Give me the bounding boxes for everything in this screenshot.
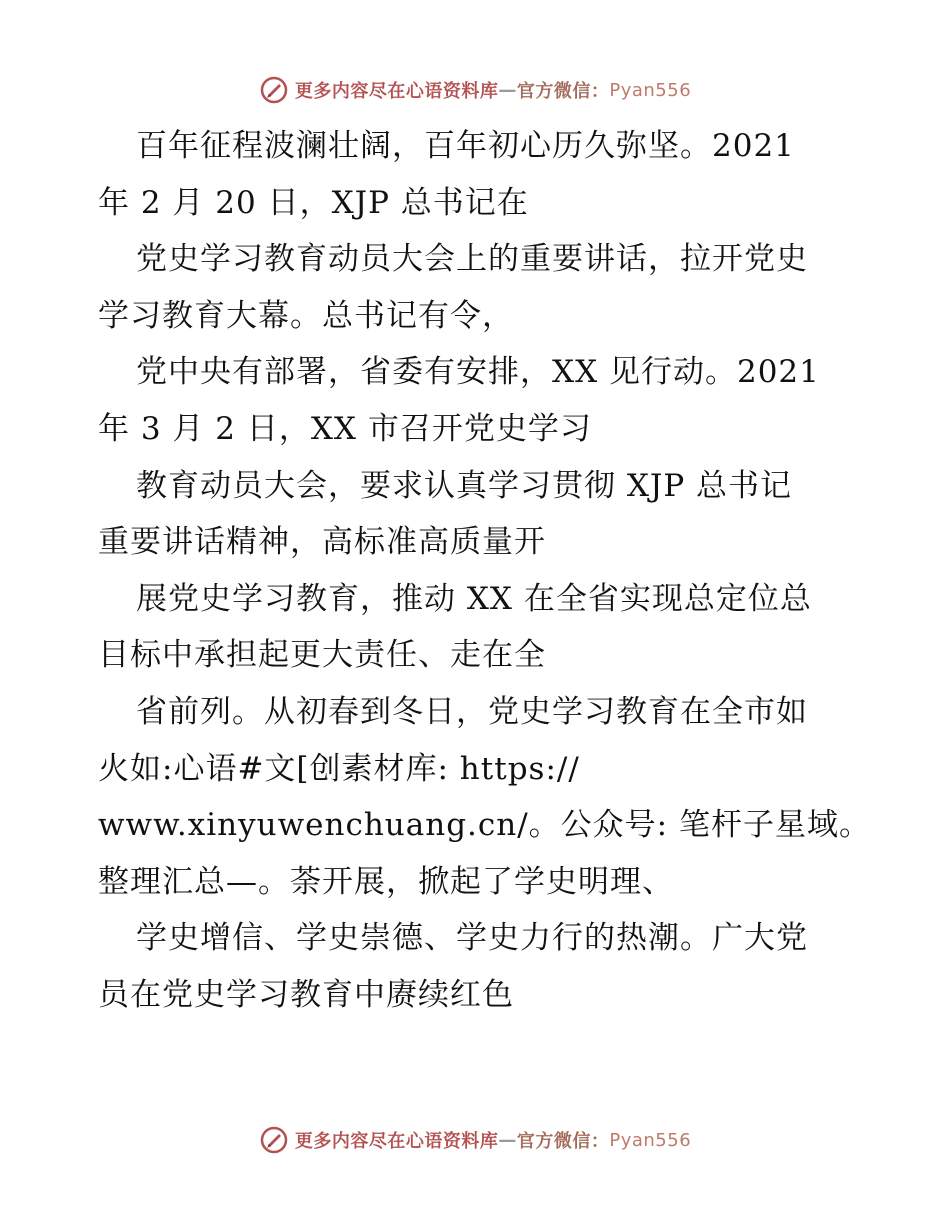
watermark-wechat-label: 官方微信： [516,1131,610,1152]
watermark-wechat-id: Pyan556 [609,1129,692,1151]
text-line: 党史学习教育动员大会上的重要讲话，拉开党史 [136,241,808,278]
brush-logo-icon [259,1125,289,1155]
text-line: www.xinyuwenchuang.cn/。公众号: 笔杆子星域。 [98,807,871,844]
text-line: 火如:心语#文[创素材库: https:// [98,750,580,787]
text-line: 年 3 月 2 日，XX 市召开党史学习 [98,410,592,447]
text-line: 目标中承担起更大责任、走在全 [98,637,546,674]
document-body [98,118,878,1024]
text-line: 年 2 月 20 日，XJP 总书记在 [98,184,529,221]
text-line: 学史增信、学史崇德、学史力行的热潮。广大党 [136,920,808,957]
text-line: 教育动员大会，要求认真学习贯彻 XJP 总书记 [136,467,793,504]
watermark-text: 更多内容尽在心语资料库 [294,81,499,102]
text-line: 党中央有部署，省委有安排，XX 见行动。2021 [136,354,820,391]
text-line: 展党史学习教育，推动 XX 在全省实现总定位总 [136,580,812,617]
text-line: 百年征程波澜壮阔，百年初心历久弥坚。2021 [136,128,795,164]
brush-logo-icon [259,75,289,105]
header-watermark [0,70,950,110]
text-line: 整理汇总—。荼开展，掀起了学史明理、 [98,863,674,900]
footer-watermark [0,1120,950,1160]
text-line: 重要讲话精神，高标准高质量开 [98,524,546,561]
watermark-wechat-id: Pyan556 [609,79,692,101]
watermark-separator: — [498,79,517,101]
watermark-separator: — [498,1129,517,1151]
watermark-wechat-label: 官方微信： [516,81,610,102]
watermark-text: 更多内容尽在心语资料库 [294,1131,499,1152]
text-line: 省前列。从初春到冬日，党史学习教育在全市如 [136,693,808,730]
text-line: 学习教育大幕。总书记有令， [98,297,514,334]
text-line: 员在党史学习教育中赓续红色 [98,976,514,1013]
